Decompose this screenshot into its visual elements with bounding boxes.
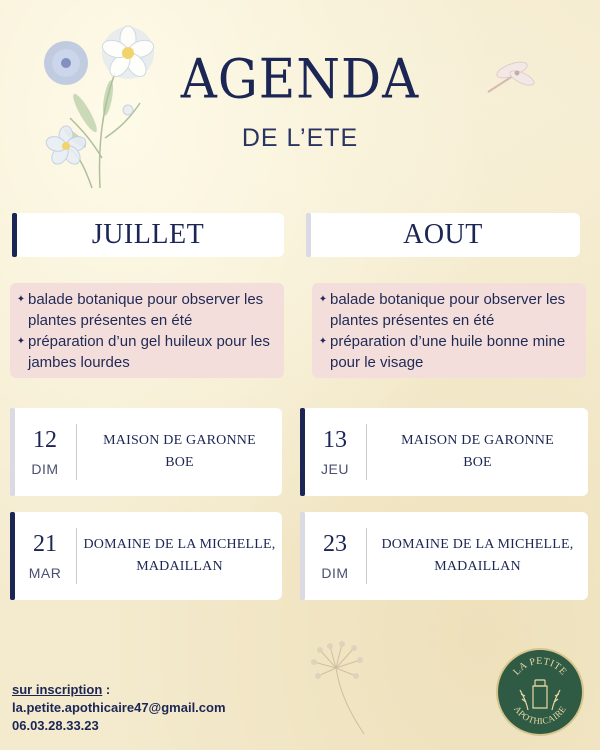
event-place <box>367 512 588 600</box>
activity-item <box>316 331 578 373</box>
logo-top-text: LA PETITE <box>511 655 569 678</box>
month-header-august <box>306 213 580 257</box>
activity-text: balade botanique pour observer les plantes présentes en été <box>330 291 566 329</box>
place-line-2: MADAILLAN <box>136 559 223 574</box>
accent-bar <box>10 408 15 496</box>
inscription-line <box>12 681 226 699</box>
event-date <box>14 528 77 584</box>
svg-text:LA PETITE <box>511 656 569 678</box>
sparkle-icon: ✦ <box>16 336 26 347</box>
event-card-august-1 <box>300 408 588 496</box>
event-day: 23 <box>323 531 347 557</box>
place-line-2: BOE <box>165 455 194 470</box>
activities-august <box>312 283 586 378</box>
inscription-label: sur inscription <box>12 682 103 697</box>
contact-phone[interactable]: 06.03.28.33.23 <box>12 718 99 733</box>
event-card-july-2 <box>10 512 282 600</box>
place-line-2: BOE <box>463 455 492 470</box>
accent-bar <box>306 213 311 257</box>
page-title: AGENDA <box>180 47 420 111</box>
event-date <box>304 424 367 480</box>
logo-bottom-text: APOTHICAIRE <box>512 704 568 727</box>
activity-text: préparation d’un gel huileux pour les jambes lourdes <box>28 333 270 371</box>
event-card-july-1 <box>10 408 282 496</box>
sparkle-icon: ✦ <box>318 336 328 347</box>
inscription-colon: : <box>102 682 111 697</box>
event-day: 13 <box>323 427 347 453</box>
event-date <box>304 528 367 584</box>
activity-item <box>14 289 276 331</box>
event-card-august-2 <box>300 512 588 600</box>
page-subtitle: DE L’ETE <box>241 124 359 152</box>
activity-item <box>14 331 276 373</box>
accent-bar <box>300 512 305 600</box>
event-day: 12 <box>33 427 57 453</box>
svg-text:APOTHICAIRE <box>512 704 568 726</box>
contact-email[interactable]: la.petite.apothicaire47@gmail.com <box>12 700 226 715</box>
event-weekday: DIM <box>31 461 59 477</box>
place-line-1: DOMAINE DE LA MICHELLE, <box>83 537 276 552</box>
accent-bar <box>10 512 15 600</box>
place-line-1: DOMAINE DE LA MICHELLE, <box>381 537 574 552</box>
event-place <box>77 408 282 496</box>
brand-logo <box>496 648 584 736</box>
place-line-1: MAISON DE GARONNE <box>401 433 554 448</box>
accent-bar <box>300 408 305 496</box>
event-place <box>77 512 282 600</box>
sparkle-icon: ✦ <box>16 294 26 305</box>
contact-info <box>12 681 226 735</box>
bottle-herb-icon <box>520 680 560 710</box>
activity-text: balade botanique pour observer les plantes présentes en été <box>28 291 264 329</box>
month-label: AOUT <box>403 219 483 250</box>
month-label: JUILLET <box>91 219 205 250</box>
event-place <box>367 408 588 496</box>
month-header-july <box>12 213 284 257</box>
sparkle-icon: ✦ <box>318 294 328 305</box>
event-day: 21 <box>33 531 57 557</box>
event-weekday: DIM <box>321 565 349 581</box>
dried-flower-illustration <box>300 638 380 738</box>
accent-bar <box>12 213 17 257</box>
activity-text: préparation d’une huile bonne mine pour le visage <box>330 333 566 371</box>
activity-item <box>316 289 578 331</box>
event-date <box>14 424 77 480</box>
place-line-1: MAISON DE GARONNE <box>103 433 256 448</box>
event-weekday: JEU <box>321 461 349 477</box>
activities-july <box>10 283 284 378</box>
place-line-2: MADAILLAN <box>434 559 521 574</box>
event-weekday: MAR <box>28 565 62 581</box>
